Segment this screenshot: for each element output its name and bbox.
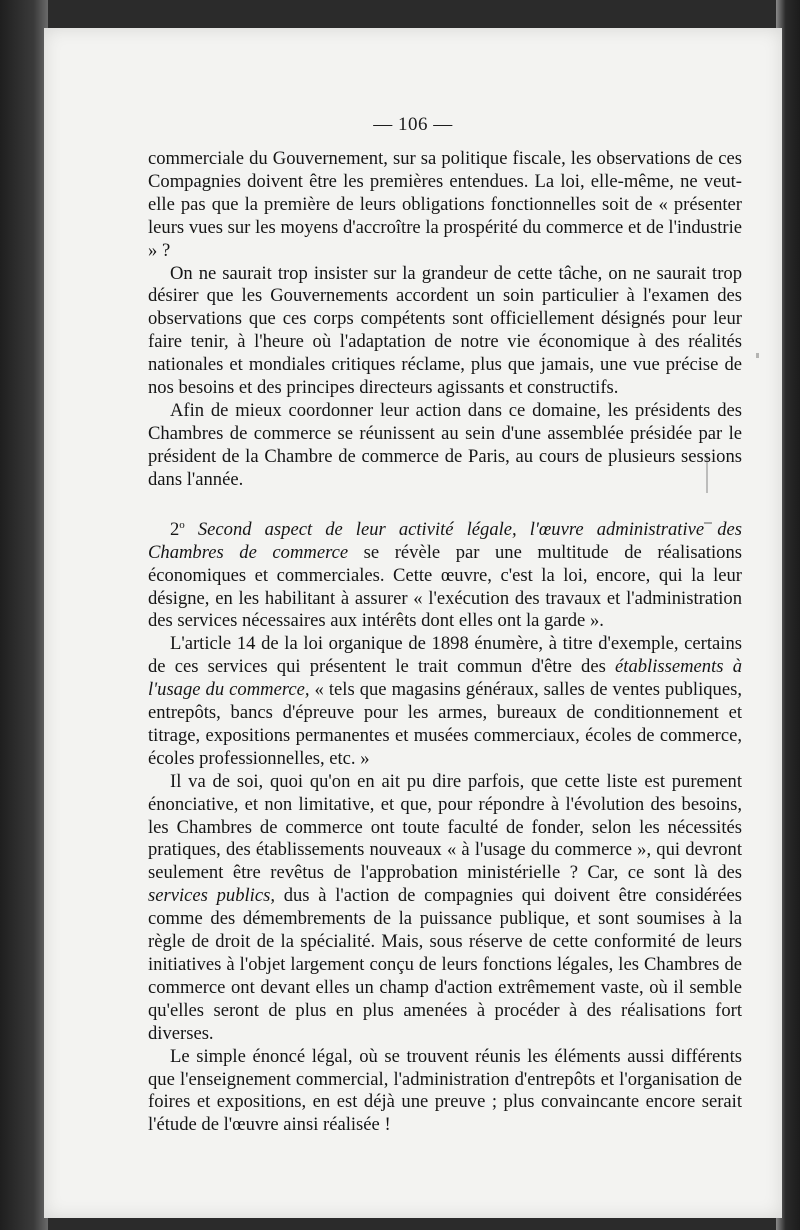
paragraph: Le simple énoncé légal, où se trouvent réunis les éléments aussi différents que l'enseignement commercial, l'administration d'entrepôts et l'organisation de foires et expositions, en est déjà une preuve ; plus convaincante encore serait l'étude de l'œuvre ainsi réalisée ! xyxy=(148,1045,742,1136)
italic-phrase: établissements à l'usage du commerce, xyxy=(148,656,742,701)
paragraph-text: Il va de soi, quoi qu'on en ait pu dire parfois, que cette liste est purement énonciative, et non limitative, et que, pour répondre à l'évolution des besoins, les Chambres de commerce ont toute faculté de fonder, selon les nécessités pratiques, des établissements nouveaux « à l'usage du commerce », qui devront seulement être revêtus de l'approbation ministérielle ? Car, ce sont là des xyxy=(148,770,742,884)
paragraph: commerciale du Gouvernement, sur sa politique fiscale, les observations de ces Compagnies doivent être les premières entendues. La loi, elle-même, ne veut-elle pas que la première de leurs obligations fonctionnelles soit de « présenter leurs vues sur les moyens d'accroître la prospérité du commerce et de l'industrie » ? xyxy=(148,148,742,261)
paragraph-text: « tels que magasins généraux, salles de ventes publiques, entrepôts, bancs d'épreuve pour les armes, bureaux de conditionnement et titrage, expositions permanentes et musées commerciaux, écoles de commerce, écoles professionnelles, etc. » xyxy=(148,679,742,769)
document-page xyxy=(44,28,782,1218)
section-number-superscript: o xyxy=(179,518,185,531)
paragraph xyxy=(148,633,742,770)
paragraph-section-2 xyxy=(148,514,742,634)
page-number: — 106 — xyxy=(373,114,453,135)
paragraph xyxy=(148,771,742,1046)
scan-border-left xyxy=(0,0,48,1230)
paragraph-text: dus à l'action de compagnies qui doivent être considérées comme des démembrements de la puissance publique, et sont soumises à la règle de droit de la spécialité. Mais, sous réserve de cette conformité de leurs initiatives à l'objet largement conçu de leurs fonctions légales, les Chambres de commerce ont devant elles un champ d'action extrêmement vaste, où il semble qu'elles seront de plus en plus amenées à procéder à des réalisations fort diverses. xyxy=(148,885,742,1044)
paragraph-text: L'article 14 de la loi organique de 1898 énumère, à titre d'exemple, certains de ces services qui présentent le trait commun d'être des xyxy=(148,633,742,678)
body-text xyxy=(148,148,742,1137)
margin-mark xyxy=(756,353,759,358)
paragraph: Afin de mieux coordonner leur action dans ce domaine, les présidents des Chambres de commerce se réunissent au sein d'une assemblée présidée par le président de la Chambre de commerce de Paris, au cours de plusieurs sessions dans l'année. xyxy=(148,399,742,490)
paragraph-text: se révèle par une multitude de réalisations économiques et commerciales. Cette œuvre, c'est la loi, encore, qui la leur désigne, en les habilitant à assurer « l'exécution des travaux et l'administration des services nécessaires aux intérêts dont elles ont la garde ». xyxy=(148,541,742,632)
paragraph: On ne saurait trop insister sur la grandeur de cette tâche, on ne saurait trop désirer que les Gouvernements accordent un soin particulier à l'examen des observations que ces corps compétents sont officiellement désignés pour leur faire tenir, à l'heure où l'adaptation de notre vie économique à des réalités nationales et mondiales critiques réclame, plus que jamais, une vue précise de nos besoins et des principes directeurs agissants et constructifs. xyxy=(148,262,742,399)
section-number: 2 xyxy=(170,518,180,540)
italic-phrase: services publics, xyxy=(148,885,275,907)
section-heading: Second aspect de leur activité légale, l'œuvre administrative des Chambres de commerce xyxy=(148,518,742,563)
